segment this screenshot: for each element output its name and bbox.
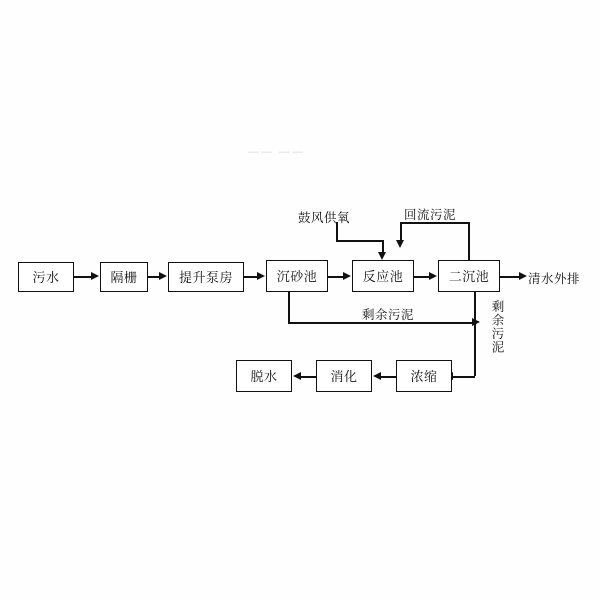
connector-digest-dewater: [300, 376, 316, 378]
node-label: 二沉池: [448, 268, 490, 284]
arrow-digest-dewater: [293, 372, 301, 380]
connector-return-sludge-down: [400, 222, 402, 242]
node-label: 沉砂池: [276, 268, 318, 284]
node-secondary-clarifier[interactable]: [438, 260, 500, 292]
connector-sewage-grille: [74, 276, 92, 278]
node-label: 隔栅: [110, 269, 138, 285]
node-dewatering[interactable]: [236, 360, 292, 392]
arrow-reactor-clarifier: [429, 272, 437, 280]
arrow-grille-pump: [159, 272, 167, 280]
arrow-return-sludge-reactor: [396, 240, 404, 248]
label-excess-sludge-vertical: 剩余污泥: [490, 300, 504, 354]
node-digestion[interactable]: [316, 360, 372, 392]
node-grit-chamber[interactable]: [266, 260, 328, 292]
node-label: 反应池: [362, 268, 404, 284]
node-sewage[interactable]: [18, 262, 74, 292]
label-effluent: 清水外排: [528, 272, 581, 286]
node-label: 浓缩: [410, 368, 438, 384]
arrow-thicken-digest: [373, 372, 381, 380]
connector-return-sludge-up: [468, 222, 470, 260]
arrow-grit-reactor: [343, 272, 351, 280]
arrow-clarifier-effluent: [519, 272, 527, 280]
node-label: 消化: [330, 368, 358, 384]
node-label: 污水: [32, 269, 60, 285]
connector-reactor-clarifier: [414, 276, 430, 278]
label-aeration: 鼓风供氧: [298, 211, 351, 225]
label-return-sludge: 回流污泥: [404, 208, 457, 222]
label-excess-sludge: 剩余污泥: [362, 308, 415, 322]
watermark: —— ——: [248, 146, 306, 158]
connector-grit-reactor: [328, 276, 344, 278]
connector-grit-down: [288, 292, 290, 322]
arrow-sewage-grille: [91, 272, 99, 280]
connector-thicken-digest: [380, 376, 396, 378]
node-label: 脱水: [250, 368, 278, 384]
connector-aeration-span: [336, 240, 383, 242]
node-thickening[interactable]: [396, 360, 452, 392]
connector-pump-grit: [244, 276, 258, 278]
arrow-pump-grit: [257, 272, 265, 280]
node-grille[interactable]: [100, 262, 148, 292]
arrow-aeration-reactor: [378, 252, 386, 260]
node-label: 提升泵房: [178, 269, 233, 285]
connector-clarifier-to-thicken: [452, 376, 475, 378]
node-pump-station[interactable]: [168, 262, 244, 292]
node-reaction-tank[interactable]: [352, 260, 414, 292]
connector-clarifier-effluent: [500, 276, 520, 278]
connector-clarifier-down: [474, 292, 476, 376]
